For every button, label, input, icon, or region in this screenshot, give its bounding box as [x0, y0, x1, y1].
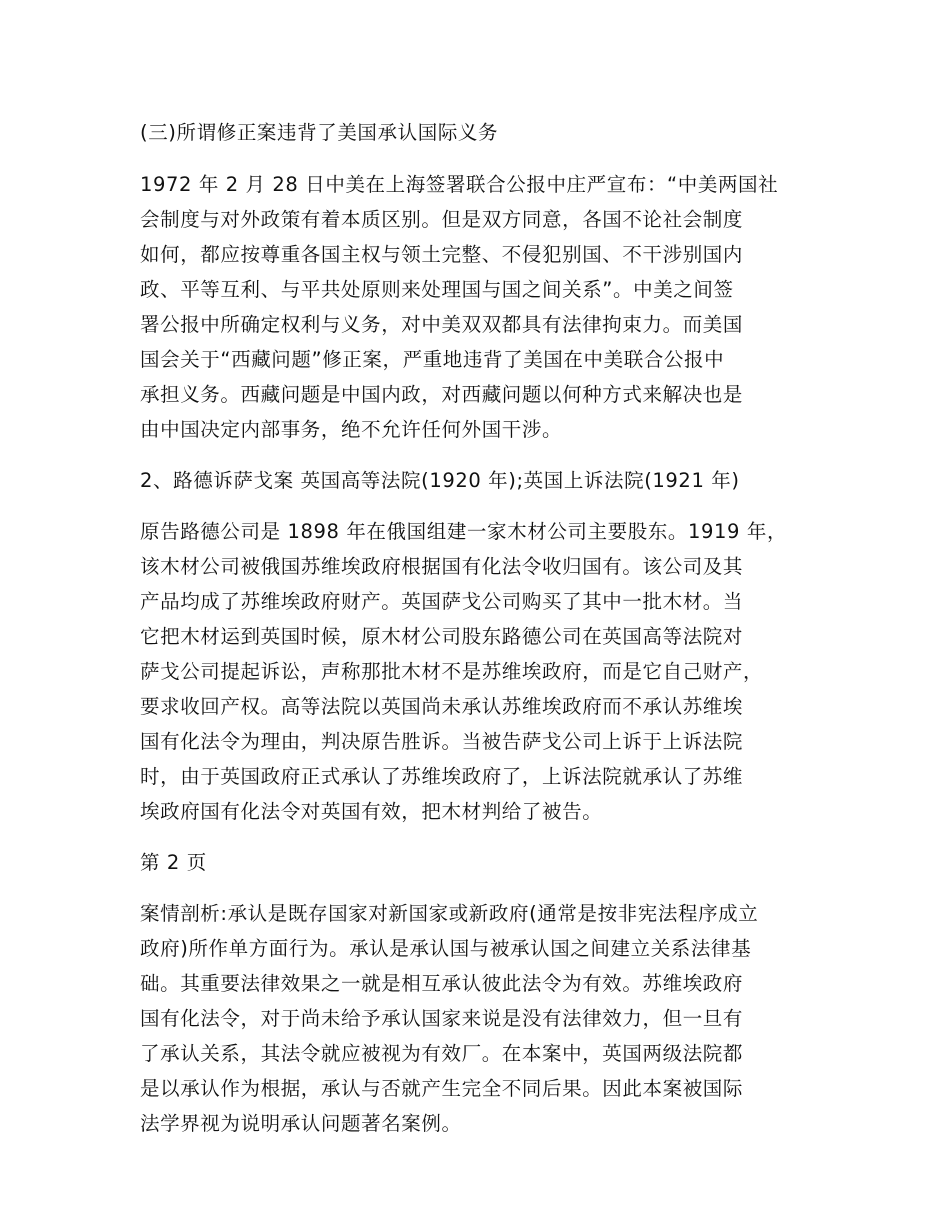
paragraph-line: 原告路德公司是 1898 年在俄国组建一家木材公司主要股东。1919 年，: [140, 520, 788, 543]
paragraph-line: 政府)所作单方面行为。承认是承认国与被承认国之间建立关系法律基: [140, 937, 752, 960]
paragraph-line: 政、平等互利、与平共处原则来处理国与国之间关系”。中美之间签: [140, 278, 734, 301]
paragraph-line: 法学界视为说明承认问题著名案例。: [140, 1112, 462, 1135]
paragraph-line: 础。其重要法律效果之一就是相互承认彼此法令为有效。苏维埃政府: [140, 972, 744, 995]
paragraph-line: 会制度与对外政策有着本质区别。但是双方同意，各国不论社会制度: [140, 208, 744, 231]
paragraph-line: 埃政府国有化法令对英国有效，把木材判给了被告。: [140, 800, 603, 823]
page-number: 第 2 页: [140, 851, 207, 874]
paragraph-line: 时，由于英国政府正式承认了苏维埃政府了，上诉法院就承认了苏维: [140, 765, 744, 788]
paragraph-line: 要求收回产权。高等法院以英国尚未承认苏维埃政府而不承认苏维埃: [140, 695, 744, 718]
paragraph-line: 承担义务。西藏问题是中国内政，对西藏问题以何种方式来解决也是: [140, 383, 744, 406]
paragraph-line: 是以承认作为根据，承认与否就产生完全不同后果。因此本案被国际: [140, 1077, 744, 1100]
paragraph-line: 该木材公司被俄国苏维埃政府根据国有化法令收归国有。该公司及其: [140, 555, 744, 578]
paragraph-line: 国会关于“西藏问题”修正案，严重地违背了美国在中美联合公报中: [140, 348, 725, 371]
paragraph-line: 萨戈公司提起诉讼，声称那批木材不是苏维埃政府，而是它自己财产，: [140, 660, 764, 683]
paragraph-line: 它把木材运到英国时候，原木材公司股东路德公司在英国高等法院对: [140, 625, 744, 648]
paragraph-line: 产品均成了苏维埃政府财产。英国萨戈公司购买了其中一批木材。当: [140, 590, 744, 613]
paragraph-line: 了承认关系，其法令就应被视为有效厂。在本案中，英国两级法院都: [140, 1042, 744, 1065]
case-heading: 2、路德诉萨戈案 英国高等法院(1920 年);英国上诉法院(1921 年): [140, 469, 740, 492]
paragraph-line: 如何，都应按尊重各国主权与领土完整、不侵犯别国、不干涉别国内: [140, 243, 744, 266]
paragraph-line: 国有化法令，对于尚未给予承认国家来说是没有法律效力，但一旦有: [140, 1007, 744, 1030]
section-heading: (三)所谓修正案违背了美国承认国际义务: [140, 121, 499, 144]
paragraph-line: 国有化法令为理由，判决原告胜诉。当被告萨戈公司上诉于上诉法院: [140, 730, 744, 753]
paragraph-line: 署公报中所确定权利与义务，对中美双双都具有法律拘束力。而美国: [140, 313, 744, 336]
paragraph-line: 1972 年 2 月 28 日中美在上海签署联合公报中庄严宣布：“中美两国社: [140, 173, 779, 196]
paragraph-line: 案情剖析:承认是既存国家对新国家或新政府(通常是按非宪法程序成立: [140, 902, 759, 925]
paragraph-line: 由中国决定内部事务，绝不允许任何外国干涉。: [140, 418, 563, 441]
